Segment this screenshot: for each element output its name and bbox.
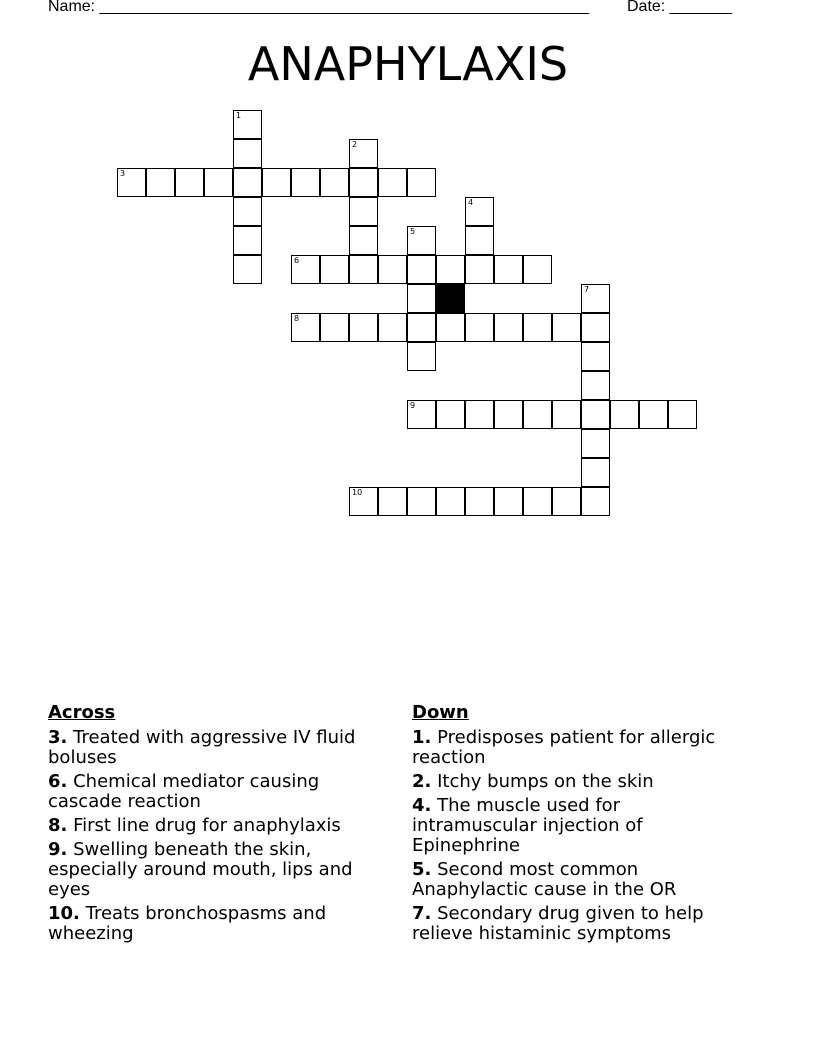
clue-down-2 [412, 772, 742, 792]
grid-cell[interactable] [523, 487, 552, 516]
clue-down-7 [412, 904, 742, 944]
grid-cell[interactable] [349, 226, 378, 255]
grid-cell[interactable] [436, 255, 465, 284]
clue-down-1 [412, 728, 742, 768]
grid-cell[interactable] [523, 255, 552, 284]
across-heading: Across [48, 702, 116, 723]
clue-text: The muscle used for intramuscular injection of Epinephrine [412, 795, 643, 856]
grid-cell[interactable] [320, 168, 349, 197]
cell-number: 8 [294, 314, 300, 323]
grid-cell[interactable] [639, 400, 668, 429]
grid-cell[interactable] [378, 313, 407, 342]
grid-cell[interactable] [378, 255, 407, 284]
grid-cell[interactable] [581, 313, 610, 342]
grid-cell[interactable] [465, 226, 494, 255]
grid-cell[interactable] [436, 400, 465, 429]
down-heading: Down [412, 702, 469, 723]
name-field-label: Name: _______________________________________________________ [48, 0, 589, 15]
cell-number: 4 [468, 198, 474, 207]
grid-cell[interactable] [407, 313, 436, 342]
grid-cell[interactable] [291, 255, 320, 284]
clue-text: First line drug for anaphylaxis [73, 815, 341, 836]
grid-cell[interactable] [291, 313, 320, 342]
clue-text: Secondary drug given to help relieve histaminic symptoms [412, 903, 704, 944]
clue-text: Treats bronchospasms and wheezing [48, 903, 327, 944]
grid-cell[interactable] [407, 168, 436, 197]
clue-text: Swelling beneath the skin, especially around mouth, lips and eyes [48, 839, 353, 900]
grid-cell[interactable] [291, 168, 320, 197]
cell-number: 6 [294, 256, 300, 265]
clue-across-9 [48, 840, 378, 900]
grid-cell[interactable] [581, 284, 610, 313]
grid-cell[interactable] [436, 487, 465, 516]
page-title: ANAPHYLAXIS [247, 37, 569, 91]
down-clues [412, 702, 742, 948]
grid-cell[interactable] [378, 168, 407, 197]
grid-cell[interactable] [204, 168, 233, 197]
clue-number: 5. [412, 859, 432, 880]
cell-number: 2 [352, 140, 358, 149]
date-field-label: Date: _______ [627, 0, 732, 15]
grid-cell[interactable] [494, 400, 523, 429]
grid-cell[interactable] [233, 226, 262, 255]
cell-number: 3 [120, 169, 126, 178]
grid-cell[interactable] [407, 400, 436, 429]
across-clues [48, 702, 378, 948]
cell-number: 10 [352, 488, 363, 497]
grid-cell[interactable] [552, 400, 581, 429]
grid-cell[interactable] [233, 197, 262, 226]
grid-cell[interactable] [523, 313, 552, 342]
clue-number: 10. [48, 903, 80, 924]
clue-text: Chemical mediator causing cascade reaction [48, 771, 320, 812]
clue-text: Itchy bumps on the skin [437, 771, 654, 792]
clue-down-5 [412, 860, 742, 900]
grid-cell[interactable] [436, 313, 465, 342]
cell-number: 9 [410, 401, 416, 410]
clue-number: 8. [48, 815, 68, 836]
grid-cell[interactable] [465, 400, 494, 429]
grid-cell[interactable] [349, 139, 378, 168]
clue-number: 3. [48, 727, 68, 748]
grid-cell[interactable] [465, 255, 494, 284]
grid-cell[interactable] [581, 371, 610, 400]
grid-cell[interactable] [233, 139, 262, 168]
grid-cell[interactable] [320, 313, 349, 342]
grid-cell[interactable] [320, 255, 349, 284]
black-cell [436, 284, 465, 313]
grid-cell[interactable] [465, 487, 494, 516]
grid-cell[interactable] [233, 255, 262, 284]
grid-cell[interactable] [581, 400, 610, 429]
grid-cell[interactable] [407, 487, 436, 516]
grid-cell[interactable] [378, 487, 407, 516]
clue-number: 9. [48, 839, 68, 860]
grid-cell[interactable] [494, 313, 523, 342]
clue-number: 7. [412, 903, 432, 924]
grid-cell[interactable] [407, 226, 436, 255]
grid-cell[interactable] [465, 197, 494, 226]
grid-cell[interactable] [233, 168, 262, 197]
clue-across-10 [48, 904, 378, 944]
grid-cell[interactable] [523, 400, 552, 429]
grid-cell[interactable] [349, 313, 378, 342]
grid-cell[interactable] [465, 313, 494, 342]
grid-cell[interactable] [175, 168, 204, 197]
grid-cell[interactable] [668, 400, 697, 429]
grid-cell[interactable] [494, 487, 523, 516]
clue-text: Predisposes patient for allergic reaction [412, 727, 716, 768]
grid-cell[interactable] [552, 313, 581, 342]
grid-cell[interactable] [581, 487, 610, 516]
grid-cell[interactable] [407, 284, 436, 313]
clue-number: 6. [48, 771, 68, 792]
grid-cell[interactable] [552, 487, 581, 516]
grid-cell[interactable] [349, 487, 378, 516]
grid-cell[interactable] [610, 400, 639, 429]
grid-cell[interactable] [349, 168, 378, 197]
grid-cell[interactable] [146, 168, 175, 197]
grid-cell[interactable] [262, 168, 291, 197]
grid-cell[interactable] [581, 342, 610, 371]
clue-across-3 [48, 728, 378, 768]
clue-across-6 [48, 772, 378, 812]
clue-number: 1. [412, 727, 432, 748]
grid-cell[interactable] [349, 197, 378, 226]
cell-number: 5 [410, 227, 416, 236]
grid-cell[interactable] [581, 458, 610, 487]
cell-number: 7 [584, 285, 590, 294]
grid-cell[interactable] [117, 168, 146, 197]
clue-down-4 [412, 796, 742, 856]
grid-cell[interactable] [407, 342, 436, 371]
cell-number: 1 [236, 111, 242, 120]
clue-number: 2. [412, 771, 432, 792]
grid-cell[interactable] [349, 255, 378, 284]
grid-cell[interactable] [233, 110, 262, 139]
grid-cell[interactable] [494, 255, 523, 284]
clue-number: 4. [412, 795, 432, 816]
clue-across-8 [48, 816, 378, 836]
clue-text: Second most common Anaphylactic cause in the OR [412, 859, 677, 900]
clue-text: Treated with aggressive IV fluid boluses [48, 727, 356, 768]
grid-cell[interactable] [581, 429, 610, 458]
grid-cell[interactable] [407, 255, 436, 284]
